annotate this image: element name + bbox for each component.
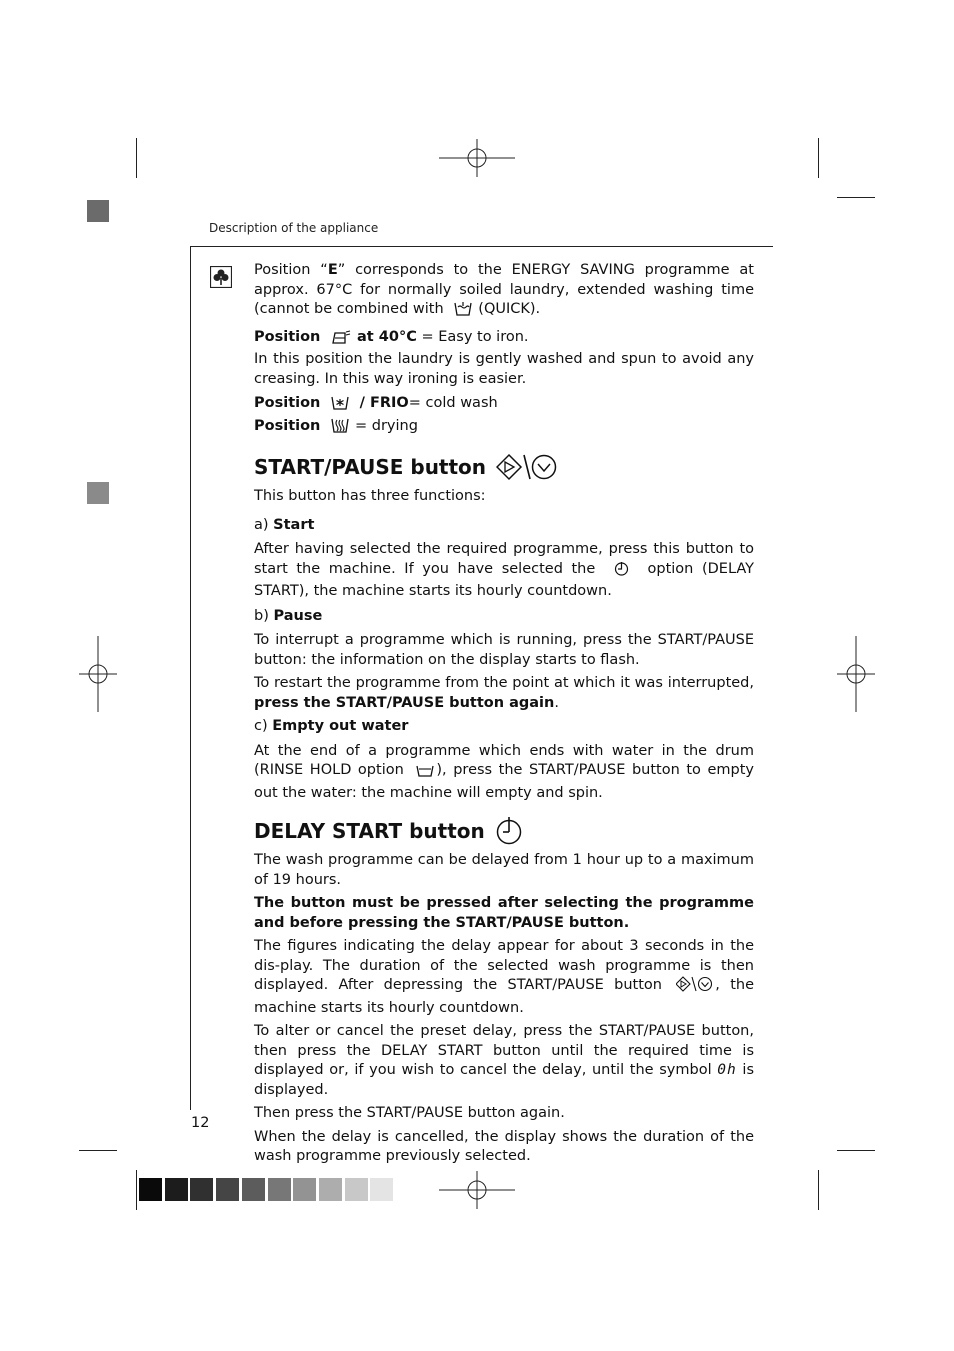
iron-icon bbox=[331, 330, 351, 351]
leaf-icon bbox=[210, 266, 232, 292]
crop-mark bbox=[79, 1150, 117, 1151]
color-swatch bbox=[268, 1178, 291, 1201]
delay-start-p1: The wash programme can be delayed from 1 hour up to a maximum of 19 hours. bbox=[254, 852, 754, 888]
crop-mark bbox=[136, 1170, 137, 1210]
cold-wash-icon bbox=[331, 396, 349, 417]
registration-mark-icon bbox=[439, 1171, 515, 1209]
energy-saving-paragraph: Position “E” corresponds to the ENERGY SAVING programme at approx. 67°C for normally soiled laundry, extended washing time (cannot be combined with (QUICK). bbox=[254, 261, 754, 323]
start-pause-intro: This button has three functions: bbox=[254, 488, 486, 504]
delay-start-p2: The button must be pressed after selecting the programme and before pressing the START/PAUSE button. bbox=[254, 895, 754, 931]
color-swatch bbox=[293, 1178, 316, 1201]
quick-wash-icon bbox=[454, 302, 472, 323]
function-a-text: After having selected the required programme, press this button to start the machine. If you have selected the option (DELAY START), the machine starts its hourly countdown. bbox=[254, 541, 755, 599]
color-swatch bbox=[345, 1178, 368, 1201]
start-pause-heading: START/PAUSE button bbox=[254, 453, 754, 481]
crop-mark bbox=[837, 1150, 875, 1151]
function-b-restart: To restart the programme from the point at which it was interrupted, press the START/PAUSE button again. bbox=[254, 675, 754, 711]
delay-start-icon bbox=[495, 817, 523, 845]
drying-icon bbox=[331, 417, 349, 440]
delay-clock-icon bbox=[614, 561, 629, 583]
delay-start-p5: Then press the START/PAUSE button again. bbox=[254, 1105, 565, 1121]
crop-mark bbox=[818, 138, 819, 178]
side-tab-marker bbox=[87, 200, 109, 222]
registration-mark-icon bbox=[439, 139, 515, 177]
color-swatch bbox=[139, 1178, 162, 1201]
function-b-title: b) Pause bbox=[254, 607, 323, 624]
color-swatch bbox=[190, 1178, 213, 1201]
delay-start-p6: When the delay is cancelled, the display shows the duration of the wash programme previously selected. bbox=[254, 1128, 754, 1164]
registration-mark-icon bbox=[837, 636, 875, 712]
function-b-text: To interrupt a programme which is running, press the START/PAUSE button: the information on the display starts to flash. bbox=[254, 632, 754, 668]
registration-mark-icon bbox=[79, 636, 117, 712]
running-header: Description of the appliance bbox=[209, 221, 379, 235]
start-pause-icon bbox=[496, 453, 558, 481]
color-swatch bbox=[165, 1178, 188, 1201]
crop-mark bbox=[837, 197, 875, 198]
delay-start-p3: The figures indicating the delay appear for about 3 seconds in the dis-play. The duration of the selected wash programme is then displayed. After depressing the START/PAUSE button , the machine starts its hourly countdown. bbox=[254, 938, 754, 1016]
drying-paragraph: Position = drying bbox=[254, 417, 754, 440]
main-content bbox=[254, 261, 754, 1171]
header-rule bbox=[190, 246, 773, 247]
side-tab-marker bbox=[87, 482, 109, 504]
zero-hour-symbol: 0h bbox=[717, 1062, 737, 1078]
color-swatch bbox=[370, 1178, 393, 1201]
color-swatch bbox=[319, 1178, 342, 1201]
color-swatch bbox=[216, 1178, 239, 1201]
function-c-title: c) Empty out water bbox=[254, 718, 409, 734]
delay-start-heading: DELAY START button bbox=[254, 817, 754, 845]
crop-mark bbox=[136, 138, 137, 178]
cold-wash-paragraph: Position / FRIO= cold wash bbox=[254, 394, 754, 417]
start-pause-small-icon bbox=[676, 976, 714, 999]
margin-rule bbox=[190, 246, 191, 1110]
rinse-hold-icon bbox=[416, 764, 434, 784]
easy-iron-paragraph: Position at 40°C = Easy to iron. In this position the laundry is gently washed and spun to avoid any creasing. In this way ironing is easier. bbox=[254, 328, 754, 387]
page-number: 12 bbox=[191, 1115, 210, 1131]
delay-start-p4: To alter or cancel the preset delay, press the START/PAUSE button, then press the DELAY START button until the required time is displayed or, if you wish to cancel the delay, until the symbol 0h is displayed. bbox=[254, 1023, 755, 1098]
function-c-text: At the end of a programme which ends with water in the drum (RINSE HOLD option ), press the START/PAUSE button to empty out the water: the machine will empty and spin. bbox=[254, 742, 755, 801]
function-a-title: a) Start bbox=[254, 516, 315, 533]
color-swatch bbox=[242, 1178, 265, 1201]
crop-mark bbox=[818, 1170, 819, 1210]
